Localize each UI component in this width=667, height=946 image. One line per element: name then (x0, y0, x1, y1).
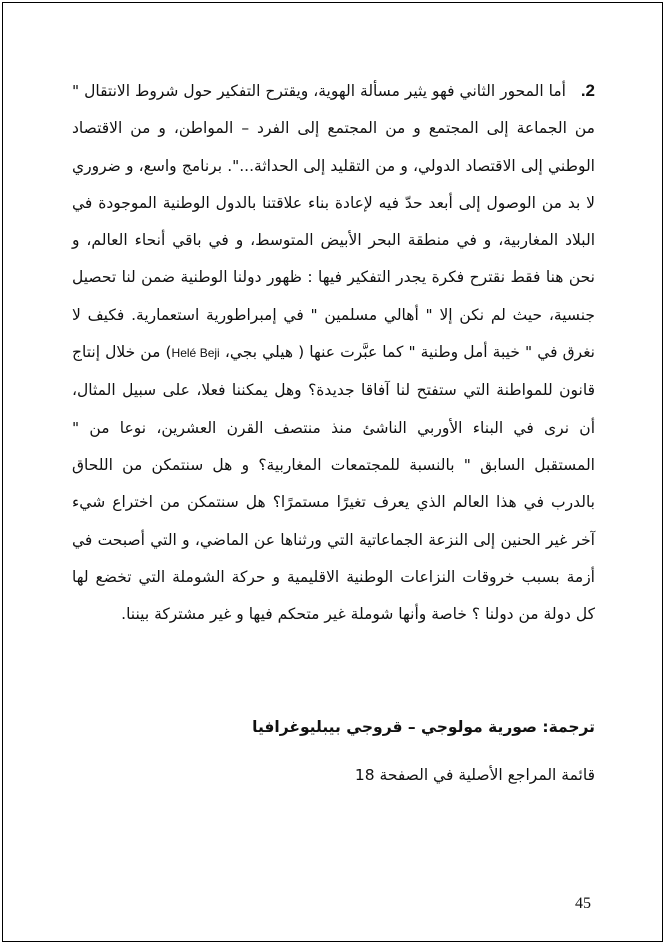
translation-credit: ترجمة: صورية مولوجي – قروجي بيبليوغرافيا (252, 718, 595, 736)
reference-note: قائمة المراجع الأصلية في الصفحة 18 (354, 766, 595, 784)
latin-author-name: Helé Beji (171, 346, 220, 361)
paragraph-number: 2. (580, 81, 596, 100)
page-content (72, 72, 595, 633)
paragraph-text-part-1: أما المحور الثاني فهو يثير مسألة الهوية، ويقترح التفكير حول شروط الانتقال " من الجماعة إلى المجتمع و من المجتمع إلى الفرد – المواطن، و من الاقتصاد الوطني إلى الاقتصاد الدولي، و من التقليد إلى الحداثة...". برنامج واسع، و ضروري لا بد من الوصول إلى أبعد حدّ فيه لإعادة بناء علاقتنا بالدول الوطنية الموجودة في البلاد المغاربية، و في منطقة البحر الأبيض المتوسط، و في باقي أنحاء العالم، و نحن هنا فقط نقترح فكرة يجدر التفكير فيها : ظهور دولنا الوطنية ضمن لنا تحصيل جنسية، حيث لم نكن إلا " أهالي مسلمين " في إمبراطورية استعمارية. فكيف لا نغرق في " خيبة أمل وطنية " كما عبَّرت عنها ( هيلي بجي، (72, 82, 595, 362)
paragraph-text-part-2: ) من خلال إنتاج قانون للمواطنة التي ستفتح لنا آفاقا جديدة؟ وهل يمكننا فعلا، على سبيل المثال، أن نرى في البناء الأوربي الناشئ منذ منتصف القرن العشرين، نوعا من " المستقبل السابق " بالنسبة للمجتمعات المغاربية؟ و هل سنتمكن من اللحاق بالدرب في هذا العالم الذي يعرف تغيرًا مستمرًا؟ هل سنتمكن من اختراع شيء آخر غير الحنين إلى النزعة الجماعاتية التي ورثناها عن الماضي، و التي أصبحت في أزمة بسبب خروقات النزاعات الوطنية الاقليمية و حركة الشوملة التي تخضع لها كل دولة من دولنا ؟ خاصة وأنها شوملة غير متحكم فيها و غير مشتركة بيننا. (72, 343, 595, 624)
page-number: 45 (575, 895, 591, 912)
body-paragraph (72, 72, 595, 633)
